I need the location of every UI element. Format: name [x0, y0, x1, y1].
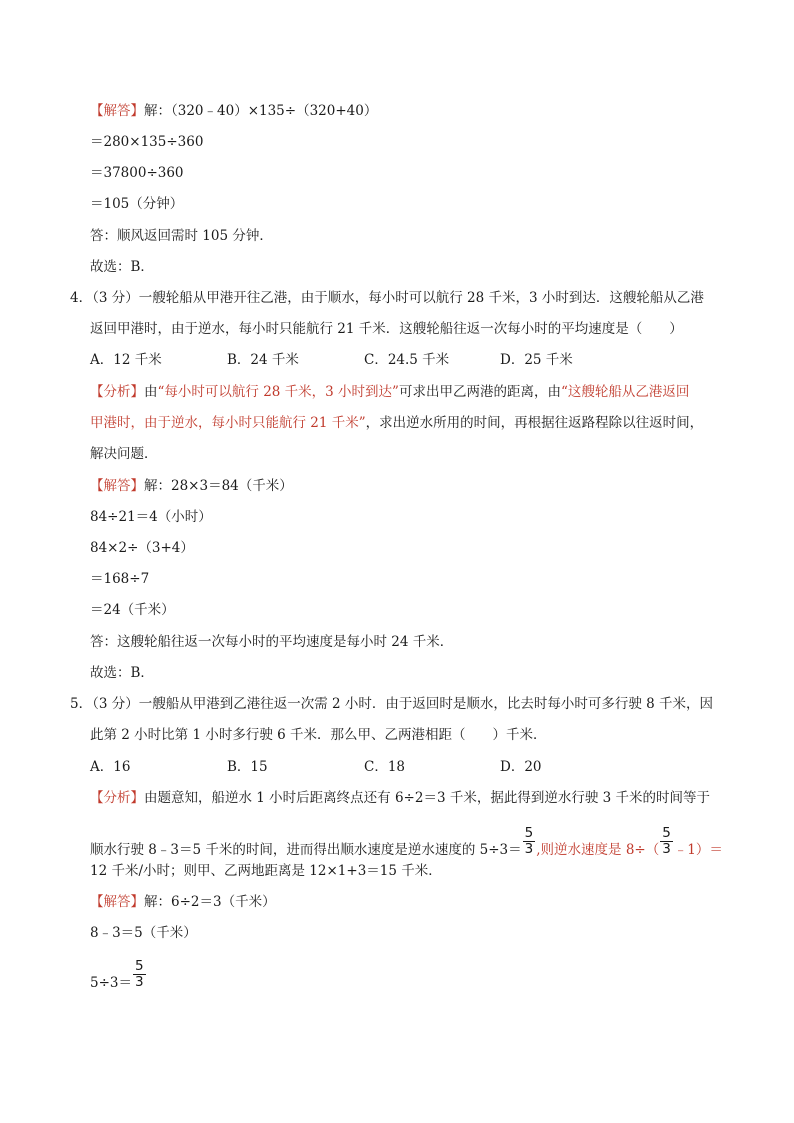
q5-analysis-line-1: 【分析】由题意知，船逆水 1 小时后距离终点还有 6÷2＝3 千米，据此得到逆水行驶 3 千米的时间等于 — [90, 790, 711, 806]
q4-analysis-line-2: 甲港时，由于逆水，每小时只能航行 21 千米”，求出逆水所用的时间，再根据往返路程除以往返时间， — [90, 415, 704, 431]
q5-answer-line: 解：6÷2＝3（千米） — [144, 894, 276, 910]
q4-option-b: B．24 千米 — [227, 352, 299, 368]
answer-tag: 【解答】 — [90, 103, 144, 119]
q3-conclusion: 答：顺风返回需时 105 分钟． — [90, 228, 273, 244]
q4-step-2: 84×2÷（3+4） — [90, 540, 194, 556]
q3-answer-line: 解：（320﹣40）×135÷（320+40） — [144, 103, 378, 119]
fraction-five-thirds: $\frac{5}{3}$ — [135, 958, 144, 990]
fraction-five-thirds: $\frac{5}{3}$ — [524, 825, 534, 857]
q5-step-1: 8﹣3＝5（千米） — [90, 925, 197, 941]
q5-option-a: A．16 — [90, 759, 131, 775]
q4-answer-line: 解：28×3＝84（千米） — [144, 478, 293, 494]
q3-step-1: ＝280×135÷360 — [90, 134, 204, 150]
q5-option-b: B．15 — [227, 759, 268, 775]
q5-analysis-line-2: 顺水行驶 8﹣3＝5 千米的时间，进而得出顺水速度是逆水速度的 5÷3＝ $\frac{5}{3}$ ,则逆水速度是 8÷（ $\frac{5}{3}$ ﹣1）＝ — [90, 825, 723, 858]
q4-step-3: ＝168÷7 — [90, 571, 150, 587]
analysis-tag: 【分析】 — [90, 790, 144, 806]
q4-option-c: C．24.5 千米 — [364, 352, 450, 368]
fraction-five-thirds: $\frac{5}{3}$ — [662, 825, 671, 857]
answer-tag: 【解答】 — [90, 478, 144, 494]
q4-conclusion: 答：这艘轮船往返一次每小时的平均速度是每小时 24 千米． — [90, 634, 454, 650]
q5-option-c: C．18 — [364, 759, 406, 775]
q4-choice: 故选：B． — [90, 665, 154, 681]
q5-stem-line-2: 此第 2 小时比第 1 小时多行驶 6 千米．那么甲、乙两港相距（ ）千米． — [90, 727, 547, 743]
q5-analysis-line-3: 12 千米/小时；则甲、乙两地距离是 12×1+3＝15 千米． — [90, 863, 442, 879]
q5-answer — [90, 893, 276, 911]
q4-stem-line-1: 4．（3 分）一艘轮船从甲港开往乙港，由于顺水，每小时可以航行 28 千米，3 小时到达．这艘轮船从乙港 — [70, 290, 704, 306]
q3-step-3: ＝105（分钟） — [90, 196, 184, 212]
q5-step-2: 5÷3＝ $\frac{5}{3}$ — [90, 958, 144, 991]
answer-tag: 【解答】 — [90, 894, 144, 910]
q4-analysis-line-3: 解决问题． — [90, 446, 158, 462]
q5-stem-line-1: 5．（3 分）一艘船从甲港到乙港往返一次需 2 小时．由于返回时是顺水，比去时每小时可多行驶 8 千米，因 — [70, 696, 714, 712]
q4-analysis-line-1: 【分析】由“每小时可以航行 28 千米，3 小时到达”可求出甲乙两港的距离，由“这艘轮船从乙港返回 — [90, 384, 690, 400]
q3-step-2: ＝37800÷360 — [90, 165, 184, 181]
q4-answer — [90, 477, 293, 495]
q4-option-d: D．25 千米 — [500, 352, 573, 368]
q4-option-a: A．12 千米 — [90, 352, 162, 368]
q4-stem-line-2: 返回甲港时，由于逆水，每小时只能航行 21 千米．这艘轮船往返一次每小时的平均速度是（ ） — [90, 321, 683, 337]
q5-option-d: D．20 — [500, 759, 542, 775]
q3-choice: 故选：B． — [90, 259, 154, 275]
analysis-tag: 【分析】 — [90, 384, 144, 400]
q4-step-4: ＝24（千米） — [90, 602, 175, 618]
q4-step-1: 84÷21＝4（小时） — [90, 509, 212, 525]
q3-answer — [90, 102, 377, 120]
